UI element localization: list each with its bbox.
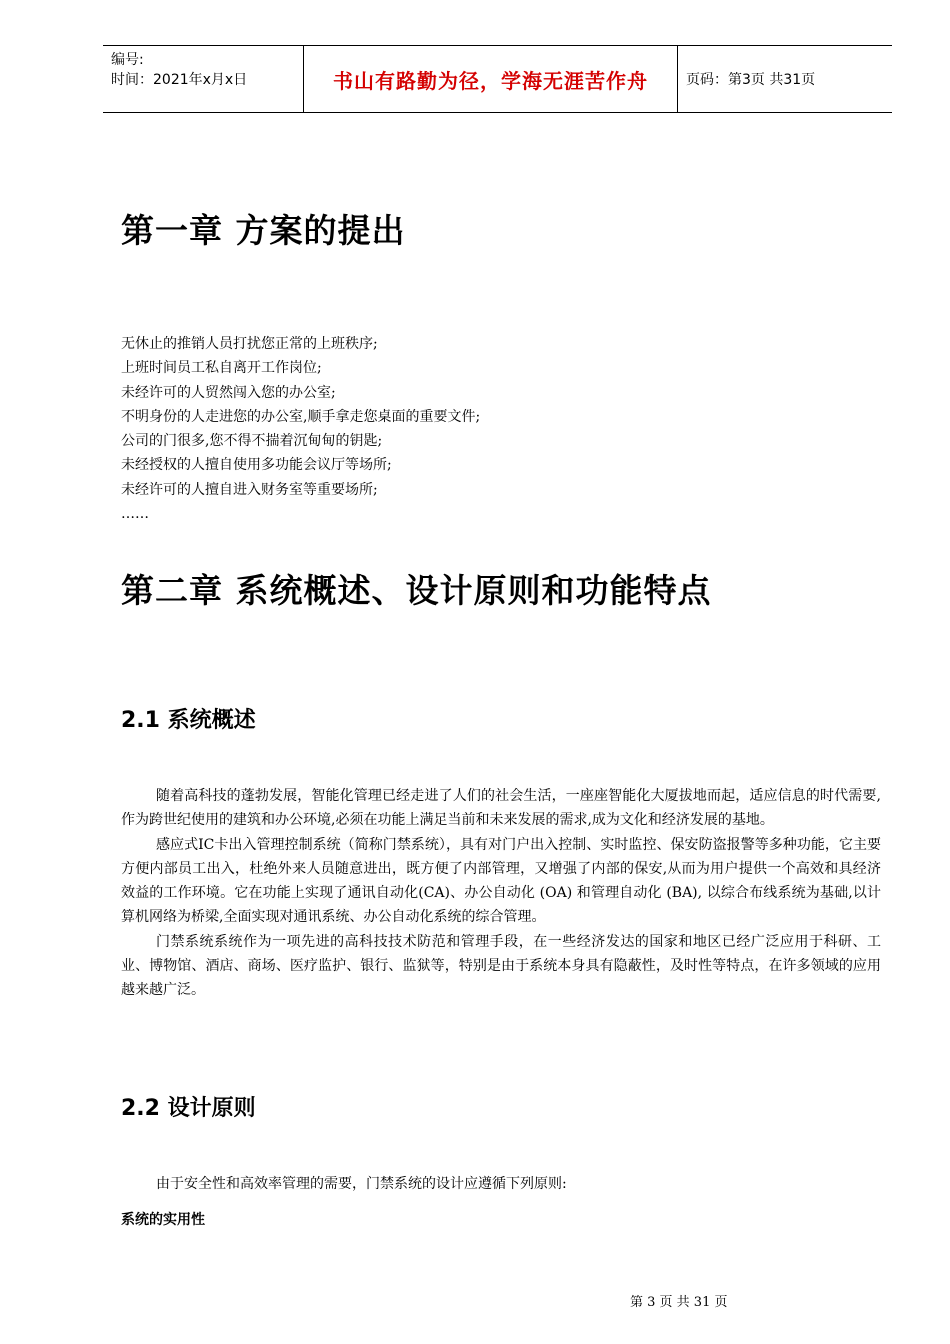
list-item: 未经许可的人擅自进入财务室等重要场所; [121,481,378,498]
paragraph: 由于安全性和高效率管理的需要，门禁系统的设计应遵循下列原则: [156,1176,567,1192]
list-item: 未经授权的人擅自使用多功能会议厅等场所; [121,457,392,474]
section-2-2-body [121,1172,881,1196]
header-number: 编号: [111,52,144,68]
chapter1-list [121,332,841,526]
header-page-number: 页码：第3页 共31页 [686,72,816,88]
list-item: 公司的门很多,您不得不揣着沉甸甸的钥匙; [121,433,383,450]
header-motto: 书山有路勤为径，学海无涯苦作舟 [304,46,678,112]
section-2-2-title: 2.2 设计原则 [121,1096,256,1121]
paragraph: 门禁系统系统作为一项先进的高科技技术防范和管理手段，在一些经济发达的国家和地区已经广泛应用于科研、工业、博物馆、酒店、商场、医疗监护、银行、监狱等，特别是由于系统本身具有隐蔽性，及时性等特点，在许多领域的应用越来越广泛。 [121,933,881,999]
header-meta [103,46,304,112]
section-2-1-body [121,784,881,1003]
header-time: 时间：2021年x月x日 [111,72,248,88]
paragraph: 感应式IC卡出入管理控制系统（简称门禁系统），具有对门户出入控制、实时监控、保安防盗报警等多种功能，它主要方便内部员工出入，杜绝外来人员随意进出，既方便了内部管理，又增强了内部的保安,从而为用户提供一个高效和具经济效益的工作环境。它在功能上实现了通讯自动化(CA)、办公自动化 (OA) 和管理自动化 (BA), 以综合布线系统为基础,以计算机网络为桥梁,全面实现对通讯系统、办公自动化系统的综合管理。 [121,836,881,926]
page-header [103,45,892,113]
page-footer: 第 3 页 共 31 页 [630,1295,728,1310]
list-item: 上班时间员工私自离开工作岗位; [121,360,322,377]
list-item: 不明身份的人走进您的办公室,顺手拿走您桌面的重要文件; [121,408,481,425]
list-item: 无休止的推销人员打扰您正常的上班秩序; [121,336,378,352]
subheading: 系统的实用性 [121,1212,205,1228]
section-2-1-title: 2.1 系统概述 [121,708,256,733]
chapter2-title: 第二章 系统概述、设计原则和功能特点 [121,571,712,610]
list-item: 未经许可的人贸然闯入您的办公室; [121,384,336,401]
paragraph: 随着高科技的蓬勃发展，智能化管理已经走进了人们的社会生活，一座座智能化大厦拔地而起，适应信息的时代需要,作为跨世纪使用的建筑和办公环境,必须在功能上满足当前和未来发展的需求,成为文化和经济发展的基地。 [121,788,881,829]
list-item: …… [121,506,149,523]
chapter1-title: 第一章 方案的提出 [121,211,406,250]
